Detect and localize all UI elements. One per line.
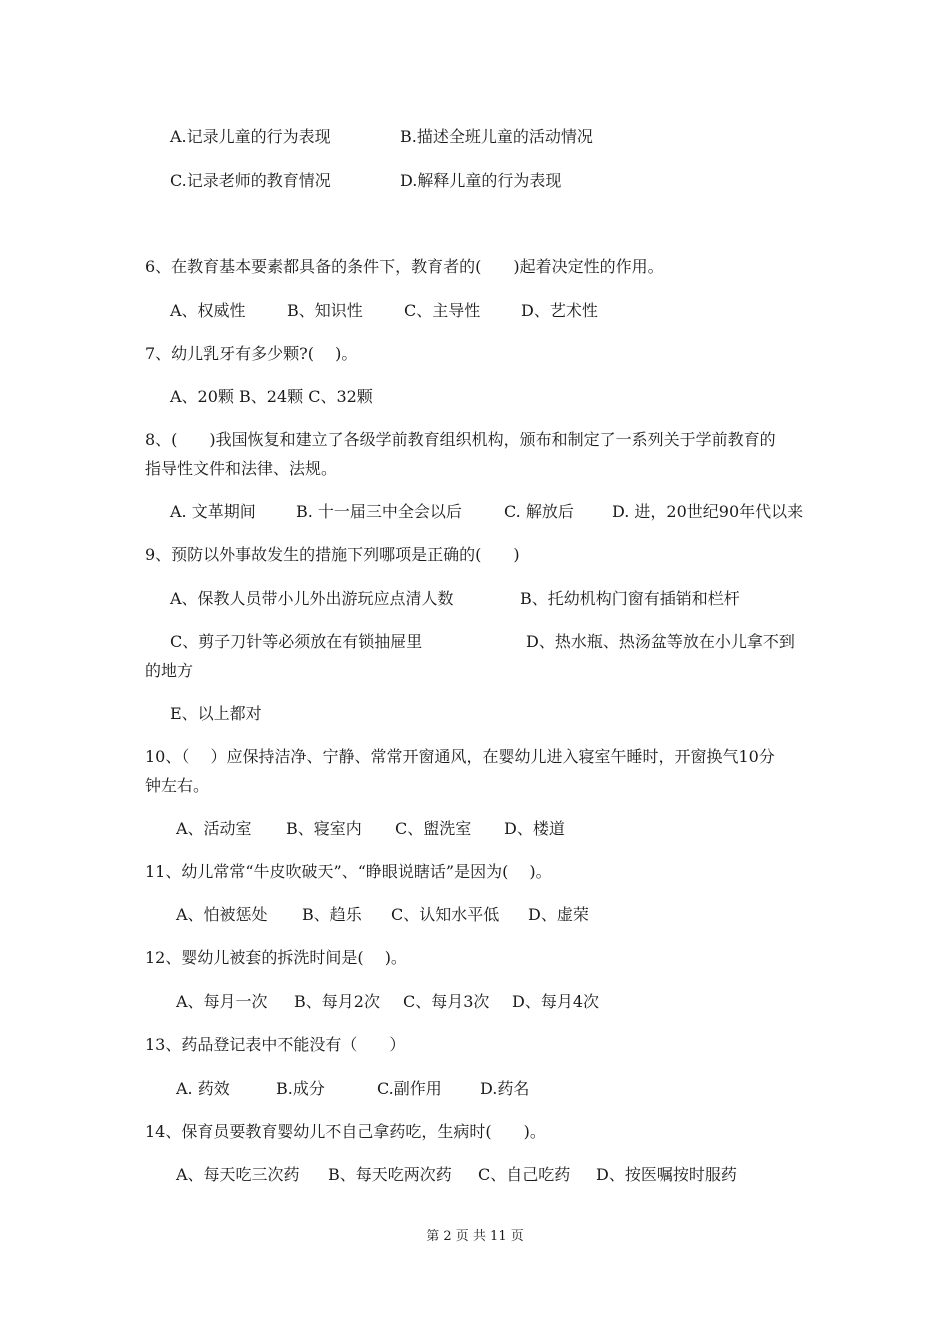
q10-stem-line2: 钟左右。	[145, 776, 210, 795]
q14-stem: 14、保育员要教育婴幼儿不自己拿药吃，生病时( )。	[145, 1122, 546, 1141]
q12-option-a: A、每月一次	[176, 992, 268, 1011]
q13-stem: 13、药品登记表中不能没有（ ）	[145, 1035, 406, 1054]
q5-option-d: D.解释儿童的行为表现	[400, 171, 562, 190]
q14-option-d: D、按医嘱按时服药	[596, 1165, 737, 1184]
q6-option-a: A、权威性	[170, 301, 246, 320]
q10-option-b: B、寝室内	[286, 819, 362, 838]
q13-option-a: A. 药效	[176, 1079, 230, 1098]
q10-option-a: A、活动室	[176, 819, 252, 838]
q14-option-b: B、每天吃两次药	[328, 1165, 452, 1184]
q9-option-e: E、以上都对	[170, 704, 262, 723]
q11-option-a: A、怕被惩处	[176, 905, 268, 924]
q11-option-b: B、趋乐	[302, 905, 362, 924]
q12-option-c: C、每月3次	[403, 992, 490, 1011]
q8-stem-line1: 8、( )我国恢复和建立了各级学前教育组织机构，颁布和制定了一系列关于学前教育的	[145, 430, 776, 449]
q8-option-a: A. 文革期间	[170, 502, 256, 521]
q5-option-b: B.描述全班儿童的活动情况	[400, 127, 593, 146]
q10-option-d: D、楼道	[504, 819, 565, 838]
q13-option-d: D.药名	[480, 1079, 530, 1098]
q5-option-c: C.记录老师的教育情况	[170, 171, 331, 190]
q9-stem: 9、预防以外事故发生的措施下列哪项是正确的( )	[145, 545, 520, 564]
q9-option-c: C、剪子刀针等必须放在有锁抽屉里	[170, 632, 423, 651]
q6-option-b: B、知识性	[287, 301, 363, 320]
q12-option-d: D、每月4次	[512, 992, 600, 1011]
q8-option-d: D. 进，20世纪90年代以来	[612, 502, 804, 521]
page-number-footer: 第 2 页 共 11 页	[426, 1229, 524, 1244]
q8-option-b: B. 十一届三中全会以后	[296, 502, 462, 521]
q12-stem: 12、婴幼儿被套的拆洗时间是( )。	[145, 948, 407, 967]
q7-options: A、20颗 B、24颗 C、32颗	[170, 387, 373, 406]
q11-stem: 11、幼儿常常“牛皮吹破天”、“睁眼说瞎话”是因为( )。	[145, 862, 552, 881]
q9-option-b: B、托幼机构门窗有插销和栏杆	[520, 589, 740, 608]
q12-option-b: B、每月2次	[294, 992, 380, 1011]
q9-option-a: A、保教人员带小儿外出游玩应点清人数	[170, 589, 454, 608]
q11-option-c: C、认知水平低	[391, 905, 500, 924]
q6-stem: 6、在教育基本要素都具备的条件下，教育者的( )起着决定性的作用。	[145, 257, 664, 276]
q5-option-a: A.记录儿童的行为表现	[170, 127, 331, 146]
q8-option-c: C. 解放后	[504, 502, 574, 521]
q6-option-d: D、艺术性	[521, 301, 598, 320]
q14-option-a: A、每天吃三次药	[176, 1165, 300, 1184]
q9-option-d-continued: 的地方	[145, 661, 194, 680]
q8-stem-line2: 指导性文件和法律、法规。	[145, 459, 338, 478]
q7-stem: 7、幼儿乳牙有多少颗?( )。	[145, 344, 358, 363]
q10-stem-line1: 10、（ ）应保持洁净、宁静、常常开窗通风，在婴幼儿进入寝室午睡时，开窗换气10分	[145, 747, 775, 766]
q14-option-c: C、自己吃药	[478, 1165, 571, 1184]
q10-option-c: C、盥洗室	[395, 819, 472, 838]
q13-option-c: C.副作用	[377, 1079, 442, 1098]
q6-option-c: C、主导性	[404, 301, 481, 320]
q13-option-b: B.成分	[276, 1079, 325, 1098]
q11-option-d: D、虚荣	[528, 905, 589, 924]
q9-option-d: D、热水瓶、热汤盆等放在小儿拿不到	[526, 632, 795, 651]
